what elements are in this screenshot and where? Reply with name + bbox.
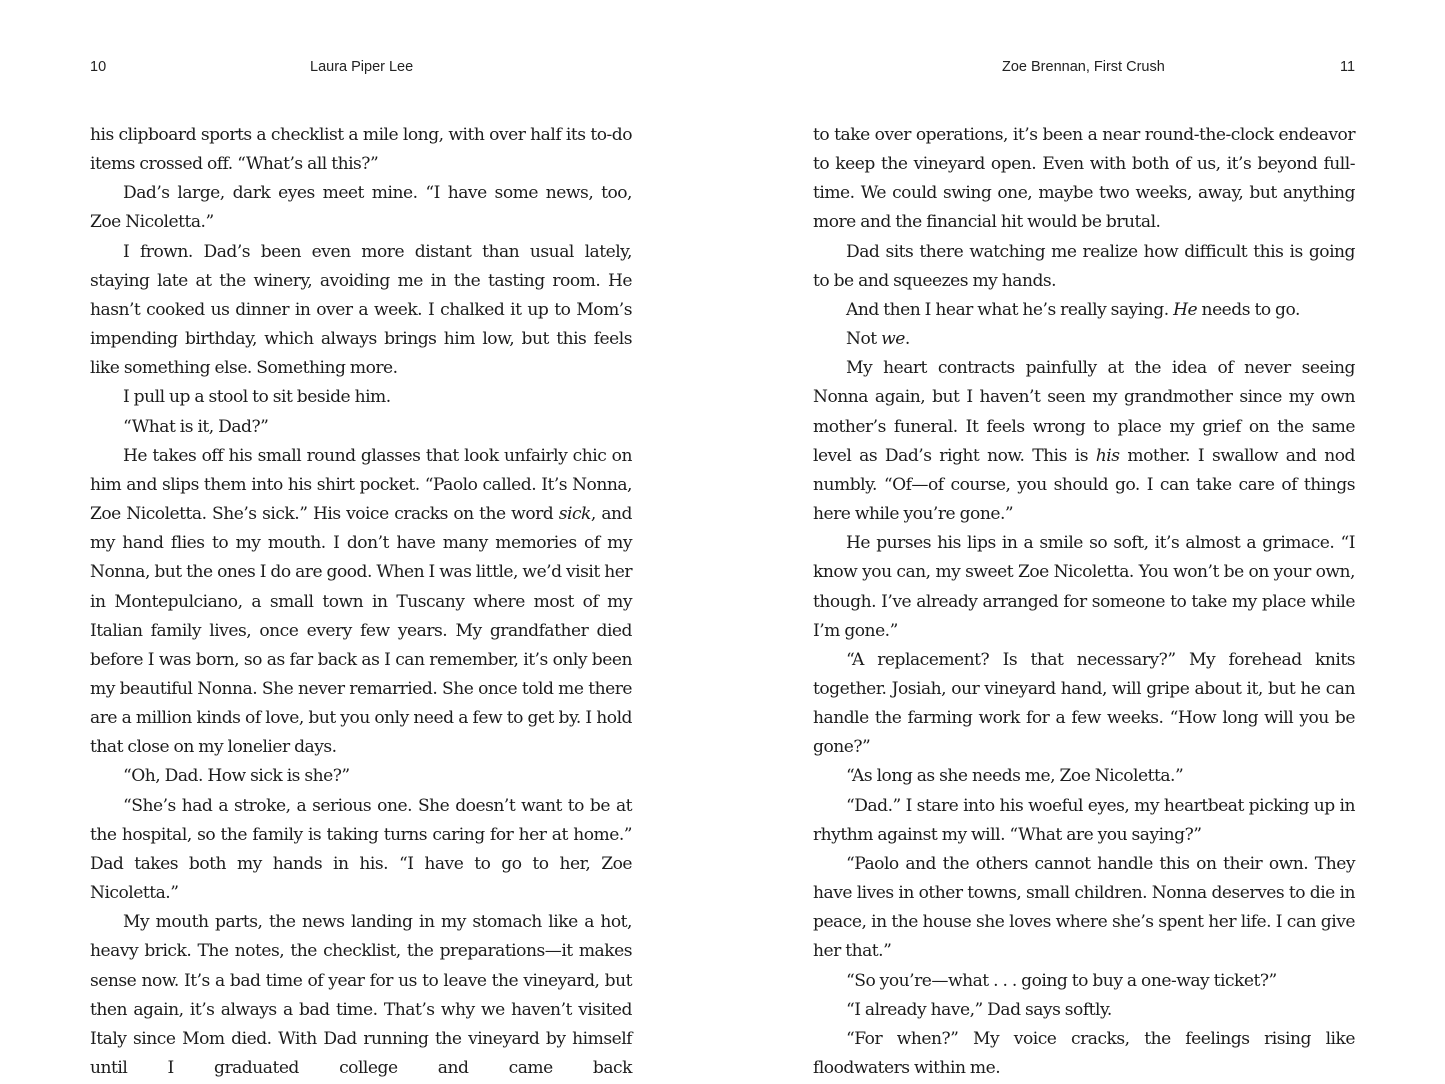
body-text bbox=[90, 121, 632, 1083]
text-segment: , and my hand flies to my mouth. I don’t have many memories of my Nonna, but the ones I do are good. When I was little, we’d visit her in Montepulciano, a small town in Tuscany where most of my Italian family lives, once every few years. My grandfather died before I was born, so as far back as I can remember, it’s only been my beautiful Nonna. She never remarried. She once told me there are a million kinds of love, but you only need a few to get by. I hold that close on my lonelier days. bbox=[90, 504, 632, 758]
italic-text: his bbox=[1095, 445, 1120, 466]
paragraph bbox=[813, 296, 1355, 325]
paragraph: his clipboard sports a checklist a mile long, with over half its to-do items crossed off. “What’s all this?” bbox=[90, 125, 632, 175]
paragraph: “So you’re—what . . . going to buy a one-way ticket?” bbox=[846, 970, 1277, 991]
paragraph: “She’s had a stroke, a serious one. She doesn’t want to be at the hospital, so the family is taking turns caring for her at home.” Dad takes both my hands in his. “I have to go to her, Zoe Nicoletta.” bbox=[90, 795, 632, 904]
italic-text: we bbox=[881, 329, 905, 350]
paragraph: I pull up a stool to sit beside him. bbox=[123, 387, 391, 408]
text-segment: needs to go. bbox=[1197, 299, 1300, 320]
page-number: 10 bbox=[90, 59, 107, 75]
paragraph: “What is it, Dad?” bbox=[123, 416, 269, 437]
paragraph: “Oh, Dad. How sick is she?” bbox=[123, 766, 350, 787]
italic-text: sick bbox=[558, 504, 591, 525]
paragraph: “A replacement? Is that necessary?” My forehead knits together. Josiah, our vineyard hand, will gripe about it, but he can handle the farming work for a few weeks. “How long will you be gone?” bbox=[813, 649, 1355, 758]
paragraph: Dad sits there watching me realize how difficult this is going to be and squeezes my hands. bbox=[813, 241, 1355, 291]
paragraph: “For when?” My voice cracks, the feelings rising like floodwaters within me. bbox=[813, 1028, 1355, 1078]
paragraph: He purses his lips in a smile so soft, it’s almost a grimace. “I know you can, my sweet Zoe Nicoletta. You won’t be on your own, though. I’ve already arranged for someone to take my place while I’m gone.” bbox=[813, 533, 1355, 641]
paragraph bbox=[813, 325, 1355, 354]
paragraph: I frown. Dad’s been even more distant than usual lately, staying late at the winery, avoiding me in the tasting room. He hasn’t cooked us dinner in over a week. I chalked it up to Mom’s impending birthday, which always brings him low, but this feels like something else. Something more. bbox=[90, 241, 632, 379]
paragraph bbox=[813, 354, 1355, 529]
text-segment: mother. I swallow and nod numbly. “Of—of course, you should go. I can take care of things here while you’re gone.” bbox=[813, 445, 1355, 525]
paragraph bbox=[90, 442, 632, 763]
paragraph: “I already have,” Dad says softly. bbox=[846, 999, 1112, 1020]
text-segment: And then I hear what he’s really saying. bbox=[846, 299, 1174, 320]
page-number: 11 bbox=[1340, 59, 1356, 75]
paragraph: “Dad.” I stare into his woeful eyes, my heartbeat picking up in rhythm against my will. “What are you saying?” bbox=[813, 795, 1355, 845]
left-page bbox=[0, 0, 722, 1084]
running-head-author: Laura Piper Lee bbox=[310, 59, 414, 75]
text-segment: He takes off his small round glasses that look unfairly chic on him and slips them into his shirt pocket. “Paolo called. It’s Nonna, Zoe Nicoletta. She’s sick.” His voice cracks on the word bbox=[90, 445, 632, 525]
paragraph: to take over operations, it’s been a near round-the-clock endeavor to keep the vineyard open. Even with both of us, it’s beyond full-time. We could swing one, maybe two weeks, away, but anything more and the financial hit would be brutal. bbox=[813, 125, 1355, 233]
right-page bbox=[722, 0, 1445, 1084]
paragraph: “Paolo and the others cannot handle this on their own. They have lives in other towns, small children. Nonna deserves to die in peace, in the house she loves where she’s spent her life. I can give her that.” bbox=[813, 853, 1355, 962]
paragraph: Dad’s large, dark eyes meet mine. “I have some news, too, Zoe Nicoletta.” bbox=[90, 183, 632, 233]
paragraph: My mouth parts, the news landing in my stomach like a hot, heavy brick. The notes, the checklist, the preparations—it makes sense now. It’s a bad time of year for us to leave the vineyard, but then again, it’s always a bad time. That’s why we haven’t visited Italy since Mom died. With Dad running the vineyard by himself until I graduated college and came back bbox=[90, 912, 632, 1078]
text-segment: My heart contracts painfully at the idea of never seeing Nonna again, but I haven’t seen my grandmother since my own mother’s funeral. It feels wrong to place my grief on the same level as Dad’s right now. This is bbox=[813, 358, 1355, 466]
italic-text: He bbox=[1173, 299, 1198, 320]
body-text bbox=[813, 121, 1355, 1083]
running-head-title: Zoe Brennan, First Crush bbox=[1002, 59, 1165, 75]
text-segment: . bbox=[904, 329, 910, 350]
paragraph: “As long as she needs me, Zoe Nicoletta.” bbox=[846, 766, 1184, 787]
text-segment: Not bbox=[846, 329, 882, 350]
